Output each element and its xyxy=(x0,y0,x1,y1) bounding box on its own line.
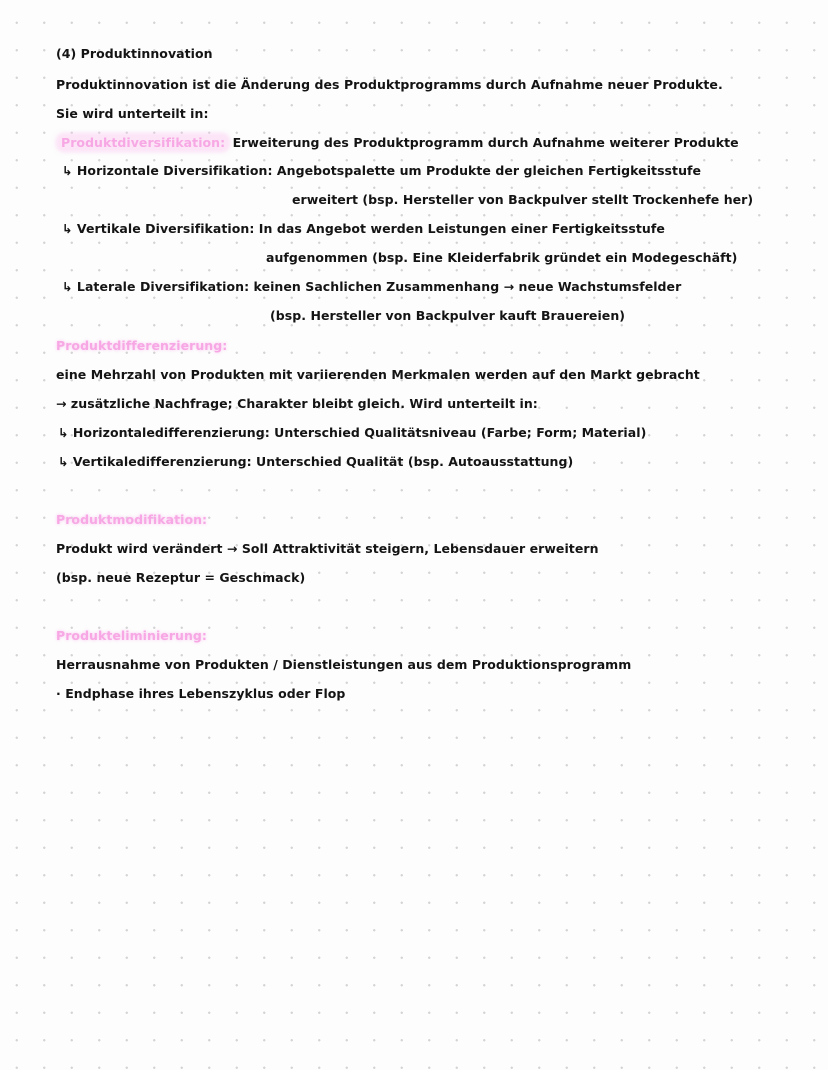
diversifikation-heading: Produktdiversifikation: xyxy=(58,135,228,150)
intro-line-2: Sie wird unterteilt in: xyxy=(56,106,209,121)
horizontal-diversifikation-row xyxy=(62,163,701,179)
lateral-diversifikation-row xyxy=(62,279,681,295)
section-title: (4) Produktinnovation xyxy=(56,46,213,61)
differenzierung-line-4: ↳ Vertikaledifferenzierung: Unterschied Qualität (bsp. Autoausstattung) xyxy=(58,454,574,469)
eliminierung-heading-row xyxy=(56,628,207,644)
differenzierung-heading: Produktdifferenzierung: xyxy=(56,338,228,353)
vertikal-diversifikation-text: In das Angebot werden Leistungen einer Fertigkeitsstufe xyxy=(258,221,665,236)
differenzierung-line-2: → zusätzliche Nachfrage; Charakter bleibt gleich. Wird unterteilt in: xyxy=(56,396,538,411)
differenzierung-heading-row xyxy=(56,338,227,354)
lateral-diversifikation-text: keinen Sachlichen Zusammenhang → neue Wachstumsfelder xyxy=(253,279,682,294)
vertikal-diversifikation-row xyxy=(62,221,665,237)
modifikation-heading-row xyxy=(56,512,207,528)
horizontal-diversifikation-text: Angebotspalette um Produkte der gleichen Fertigkeitsstufe xyxy=(276,163,702,178)
eliminierung-line-1: Herrausnahme von Produkten / Dienstleistungen aus dem Produktionsprogramm xyxy=(56,657,632,672)
lateral-diversifikation-text-2: (bsp. Hersteller von Backpulver kauft Brauereien) xyxy=(270,308,626,323)
horizontal-diversifikation-label: ↳ Horizontale Diversifikation: xyxy=(62,163,273,178)
modifikation-heading: Produktmodifikation: xyxy=(56,512,208,527)
eliminierung-heading: Produkteliminierung: xyxy=(56,628,207,643)
diversifikation-definition: Erweiterung des Produktprogramm durch Aufnahme weiterer Produkte xyxy=(232,135,739,150)
eliminierung-line-2: · Endphase ihres Lebenszyklus oder Flop xyxy=(56,686,346,701)
vertikal-diversifikation-label: ↳ Vertikale Diversifikation: xyxy=(62,221,255,236)
differenzierung-line-1: eine Mehrzahl von Produkten mit variierenden Merkmalen werden auf den Markt gebracht xyxy=(56,367,700,382)
lateral-diversifikation-label: ↳ Laterale Diversifikation: xyxy=(62,279,250,294)
vertikal-diversifikation-text-2: aufgenommen (bsp. Eine Kleiderfabrik gründet ein Modegeschäft) xyxy=(266,250,738,265)
intro-line-1: Produktinnovation ist die Änderung des Produktprogramms durch Aufnahme neuer Produkte. xyxy=(56,77,723,92)
horizontal-diversifikation-text-2: erweitert (bsp. Hersteller von Backpulver stellt Trockenhefe her) xyxy=(292,192,754,207)
differenzierung-line-3: ↳ Horizontaledifferenzierung: Unterschied Qualitätsniveau (Farbe; Form; Material) xyxy=(58,425,647,440)
diversifikation-row xyxy=(58,135,739,151)
modifikation-line-2: (bsp. neue Rezeptur = Geschmack) xyxy=(56,570,306,585)
modifikation-line-1: Produkt wird verändert → Soll Attraktivität steigern, Lebensdauer erweitern xyxy=(56,541,599,556)
